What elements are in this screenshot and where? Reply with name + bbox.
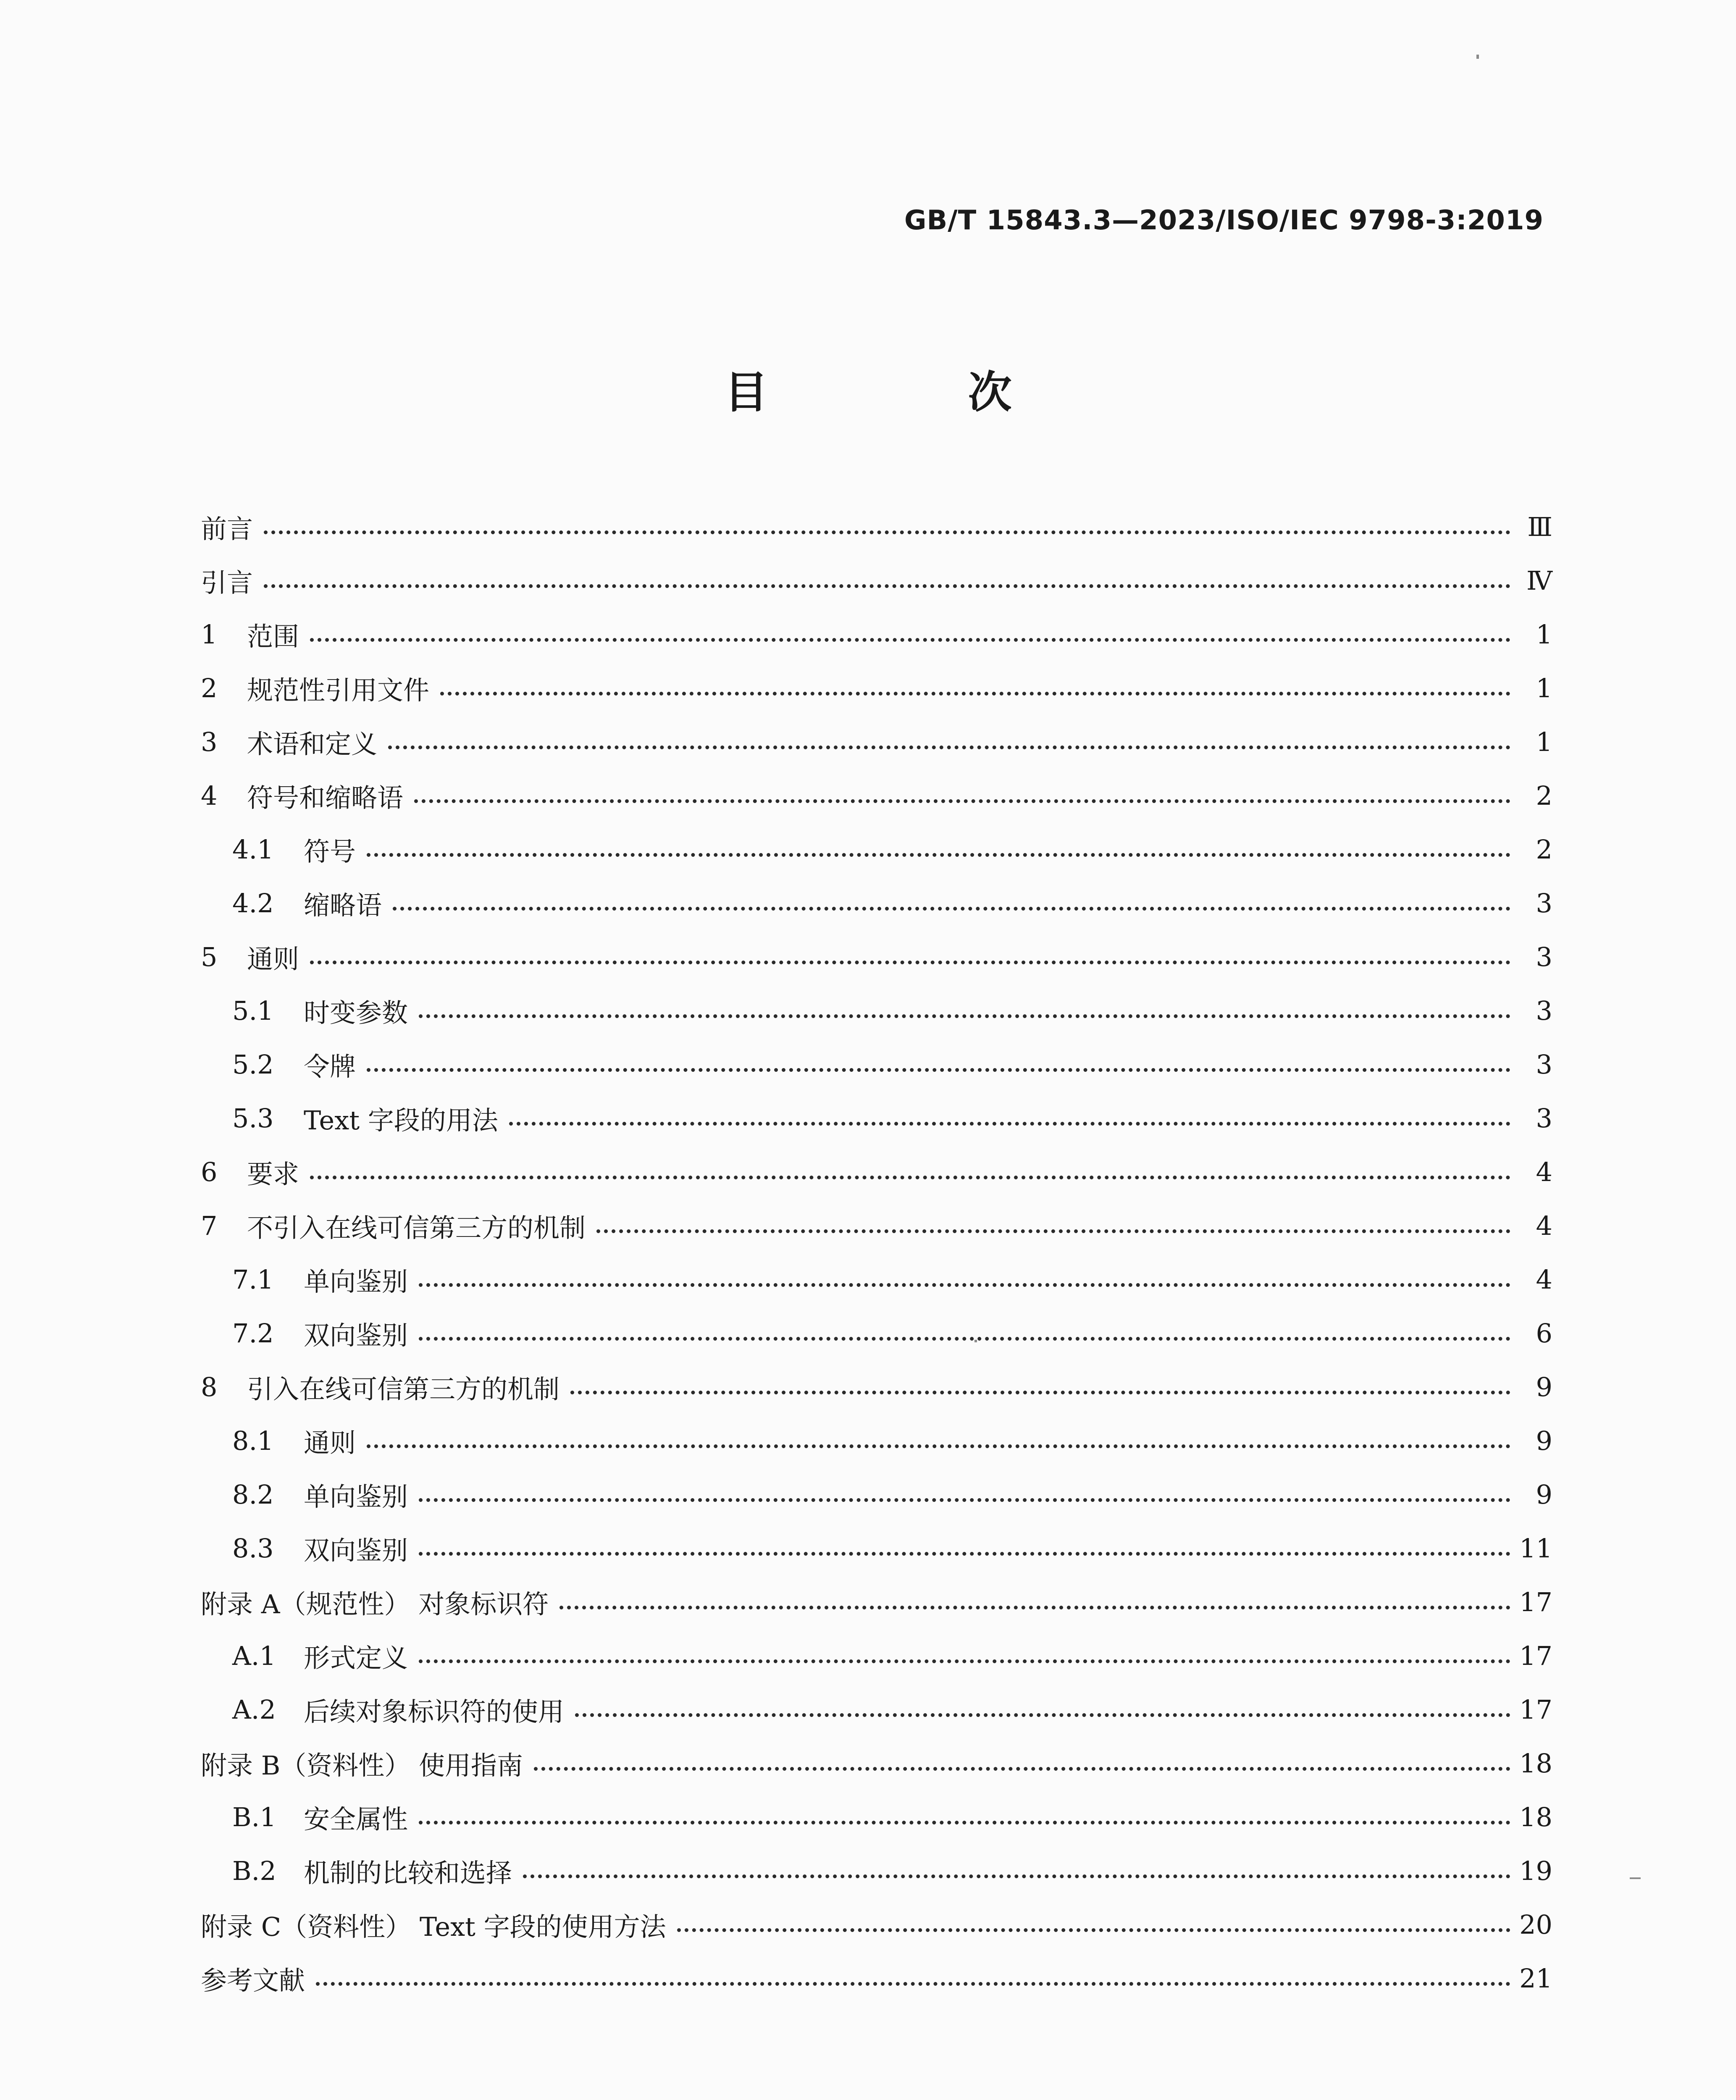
toc-entry-page: 17 bbox=[1519, 1640, 1552, 1671]
toc-entry-page: 3 bbox=[1536, 941, 1552, 972]
toc-leader-dots bbox=[575, 1713, 1510, 1717]
toc-entry bbox=[201, 1145, 1552, 1199]
toc-entry-page: 1 bbox=[1536, 726, 1552, 757]
toc-entry-number: 8 bbox=[201, 1371, 218, 1402]
toc-entry-number: B.1 bbox=[232, 1801, 276, 1832]
toc-entry bbox=[201, 1898, 1552, 1951]
toc-leader-dots bbox=[310, 961, 1510, 964]
toc-entry-number: 5.3 bbox=[232, 1102, 274, 1134]
toc-entry-label: 形式定义 bbox=[304, 1642, 408, 1673]
toc-entry-page: 20 bbox=[1519, 1909, 1552, 1940]
toc-leader-dots bbox=[509, 1122, 1510, 1126]
toc-entry-page: 17 bbox=[1519, 1586, 1552, 1617]
toc-entry-label: 附录 B（资料性） 使用指南 bbox=[201, 1750, 523, 1781]
toc-entry-number: 7.2 bbox=[232, 1318, 274, 1349]
toc-entry-number: 3 bbox=[201, 726, 218, 757]
toc-entry-page: 3 bbox=[1536, 887, 1552, 919]
toc-leader-dots bbox=[264, 530, 1510, 534]
toc-entry bbox=[201, 500, 1552, 554]
toc-entry-number: 4 bbox=[201, 780, 218, 811]
toc-leader-dots bbox=[419, 1014, 1510, 1018]
toc-entry bbox=[201, 984, 1552, 1037]
toc-entry bbox=[201, 1306, 1552, 1360]
toc-leader-dots bbox=[419, 1337, 1510, 1341]
toc-entry-label: 前言 bbox=[201, 513, 253, 544]
scan-speck bbox=[1630, 1877, 1641, 1879]
toc-entry-page: 4 bbox=[1536, 1210, 1552, 1241]
toc-entry-label: 令牌 bbox=[304, 1051, 356, 1082]
toc-leader-dots bbox=[367, 853, 1510, 857]
toc-entry bbox=[201, 554, 1552, 607]
toc-entry bbox=[201, 1199, 1552, 1252]
toc-entry-label: 双向鉴别 bbox=[304, 1320, 408, 1351]
toc-entry bbox=[201, 930, 1552, 984]
toc-entry-number: 5.2 bbox=[232, 1049, 274, 1080]
toc-entry-page: 3 bbox=[1536, 1049, 1552, 1080]
toc-entry bbox=[201, 1360, 1552, 1414]
toc-entry bbox=[201, 769, 1552, 822]
toc-entry-number: 2 bbox=[201, 672, 218, 704]
toc-leader-dots bbox=[419, 1283, 1510, 1287]
toc-entry-page: 18 bbox=[1519, 1801, 1552, 1832]
toc-leader-dots bbox=[388, 746, 1510, 749]
toc-entry-label: 不引入在线可信第三方的机制 bbox=[247, 1212, 586, 1243]
toc-entry-page: 19 bbox=[1519, 1855, 1552, 1886]
toc-leader-dots bbox=[523, 1874, 1510, 1878]
toc-entry bbox=[201, 715, 1552, 769]
toc-entry bbox=[201, 1790, 1552, 1844]
toc-leader-dots bbox=[596, 1229, 1510, 1233]
toc-entry-page: 2 bbox=[1536, 834, 1552, 865]
toc-entry-page: 9 bbox=[1536, 1479, 1552, 1510]
toc-entry-number: 6 bbox=[201, 1156, 218, 1187]
toc-entry bbox=[201, 1467, 1552, 1521]
toc-entry-page: 1 bbox=[1536, 619, 1552, 650]
toc-entry bbox=[201, 1844, 1552, 1898]
toc-entry-number: 5.1 bbox=[232, 995, 274, 1026]
toc-leader-dots bbox=[440, 692, 1510, 696]
toc-entry-label: 符号和缩略语 bbox=[247, 782, 404, 813]
toc-entry-page: 11 bbox=[1519, 1533, 1552, 1564]
toc-leader-dots bbox=[393, 907, 1510, 911]
toc-entry-page: 18 bbox=[1519, 1748, 1552, 1779]
toc-entry-label: 符号 bbox=[304, 836, 356, 867]
toc-entry-label: 机制的比较和选择 bbox=[304, 1857, 512, 1888]
toc-entry-number: 4.2 bbox=[232, 887, 274, 919]
toc-entry-number: B.2 bbox=[232, 1855, 276, 1886]
toc-entry bbox=[201, 1951, 1552, 2005]
table-of-contents bbox=[201, 500, 1552, 2005]
scan-speck bbox=[974, 1340, 977, 1342]
toc-entry-number: 1 bbox=[201, 619, 218, 650]
toc-leader-dots bbox=[419, 1659, 1510, 1663]
page-title: 目 次 bbox=[724, 367, 1104, 418]
toc-entry bbox=[201, 1575, 1552, 1629]
toc-leader-dots bbox=[559, 1606, 1510, 1609]
toc-leader-dots bbox=[534, 1767, 1510, 1771]
toc-leader-dots bbox=[570, 1391, 1510, 1394]
toc-entry-number: 8.2 bbox=[232, 1479, 274, 1510]
toc-leader-dots bbox=[677, 1928, 1510, 1932]
toc-entry-label: 要求 bbox=[247, 1158, 299, 1189]
toc-leader-dots bbox=[310, 638, 1510, 642]
toc-entry-label: 引言 bbox=[201, 567, 253, 598]
toc-entry-page: 4 bbox=[1536, 1264, 1552, 1295]
toc-entry-page: 9 bbox=[1536, 1371, 1552, 1402]
toc-entry-label: 引入在线可信第三方的机制 bbox=[247, 1373, 560, 1404]
toc-entry-label: 双向鉴别 bbox=[304, 1535, 408, 1566]
toc-leader-dots bbox=[367, 1068, 1510, 1072]
toc-entry bbox=[201, 1252, 1552, 1306]
toc-entry-page: 2 bbox=[1536, 780, 1552, 811]
toc-entry-number: 8.1 bbox=[232, 1425, 274, 1456]
toc-entry bbox=[201, 1091, 1552, 1145]
toc-entry bbox=[201, 1521, 1552, 1575]
toc-entry-label: 术语和定义 bbox=[247, 728, 378, 759]
toc-entry-label: 附录 A（规范性） 对象标识符 bbox=[201, 1588, 549, 1620]
toc-entry-number: 8.3 bbox=[232, 1533, 274, 1564]
toc-entry-label: 附录 C（资料性） Text 字段的使用方法 bbox=[201, 1911, 666, 1942]
toc-entry bbox=[201, 1736, 1552, 1790]
toc-entry bbox=[201, 607, 1552, 661]
toc-entry-number: A.2 bbox=[232, 1694, 276, 1725]
toc-entry-page: 21 bbox=[1519, 1963, 1552, 1994]
toc-entry-label: 通则 bbox=[304, 1427, 356, 1458]
toc-entry bbox=[201, 1683, 1552, 1736]
scan-speck bbox=[1476, 55, 1479, 59]
standard-code: GB/T 15843.3—2023/ISO/IEC 9798-3:2019 bbox=[904, 205, 1544, 236]
toc-entry bbox=[201, 822, 1552, 876]
toc-entry-label: 后续对象标识符的使用 bbox=[304, 1696, 565, 1727]
toc-entry-label: 参考文献 bbox=[201, 1965, 305, 1996]
toc-entry bbox=[201, 876, 1552, 930]
toc-leader-dots bbox=[316, 1982, 1510, 1986]
toc-entry-label: 范围 bbox=[247, 621, 299, 652]
toc-leader-dots bbox=[310, 1176, 1510, 1179]
toc-leader-dots bbox=[419, 1821, 1510, 1824]
toc-entry-page: 6 bbox=[1536, 1318, 1552, 1349]
toc-entry-page: Ⅳ bbox=[1526, 565, 1552, 596]
toc-entry-label: 时变参数 bbox=[304, 997, 408, 1028]
toc-entry bbox=[201, 1037, 1552, 1091]
toc-entry bbox=[201, 1629, 1552, 1683]
toc-entry-label: 通则 bbox=[247, 943, 299, 974]
toc-entry-label: 规范性引用文件 bbox=[247, 675, 430, 706]
toc-leader-dots bbox=[419, 1552, 1510, 1556]
toc-leader-dots bbox=[264, 584, 1510, 588]
toc-entry-label: 缩略语 bbox=[304, 890, 382, 921]
toc-entry-page: 3 bbox=[1536, 995, 1552, 1026]
toc-entry-label: 单向鉴别 bbox=[304, 1481, 408, 1512]
toc-entry-number: 4.1 bbox=[232, 834, 274, 865]
toc-leader-dots bbox=[419, 1498, 1510, 1502]
toc-leader-dots bbox=[414, 799, 1510, 803]
toc-entry-page: 3 bbox=[1536, 1102, 1552, 1134]
toc-entry-number: 5 bbox=[201, 941, 218, 972]
toc-entry-number: A.1 bbox=[232, 1640, 276, 1671]
toc-entry bbox=[201, 661, 1552, 715]
toc-leader-dots bbox=[367, 1444, 1510, 1448]
toc-entry-label: Text 字段的用法 bbox=[304, 1105, 498, 1136]
toc-entry-label: 单向鉴别 bbox=[304, 1266, 408, 1297]
toc-entry-number: 7 bbox=[201, 1210, 218, 1241]
toc-entry-page: 4 bbox=[1536, 1156, 1552, 1187]
toc-entry bbox=[201, 1414, 1552, 1467]
toc-entry-page: 9 bbox=[1536, 1425, 1552, 1456]
toc-entry-label: 安全属性 bbox=[304, 1803, 408, 1835]
toc-entry-page: Ⅲ bbox=[1527, 511, 1552, 542]
toc-entry-number: 7.1 bbox=[232, 1264, 274, 1295]
toc-entry-page: 17 bbox=[1519, 1694, 1552, 1725]
toc-entry-page: 1 bbox=[1536, 672, 1552, 704]
